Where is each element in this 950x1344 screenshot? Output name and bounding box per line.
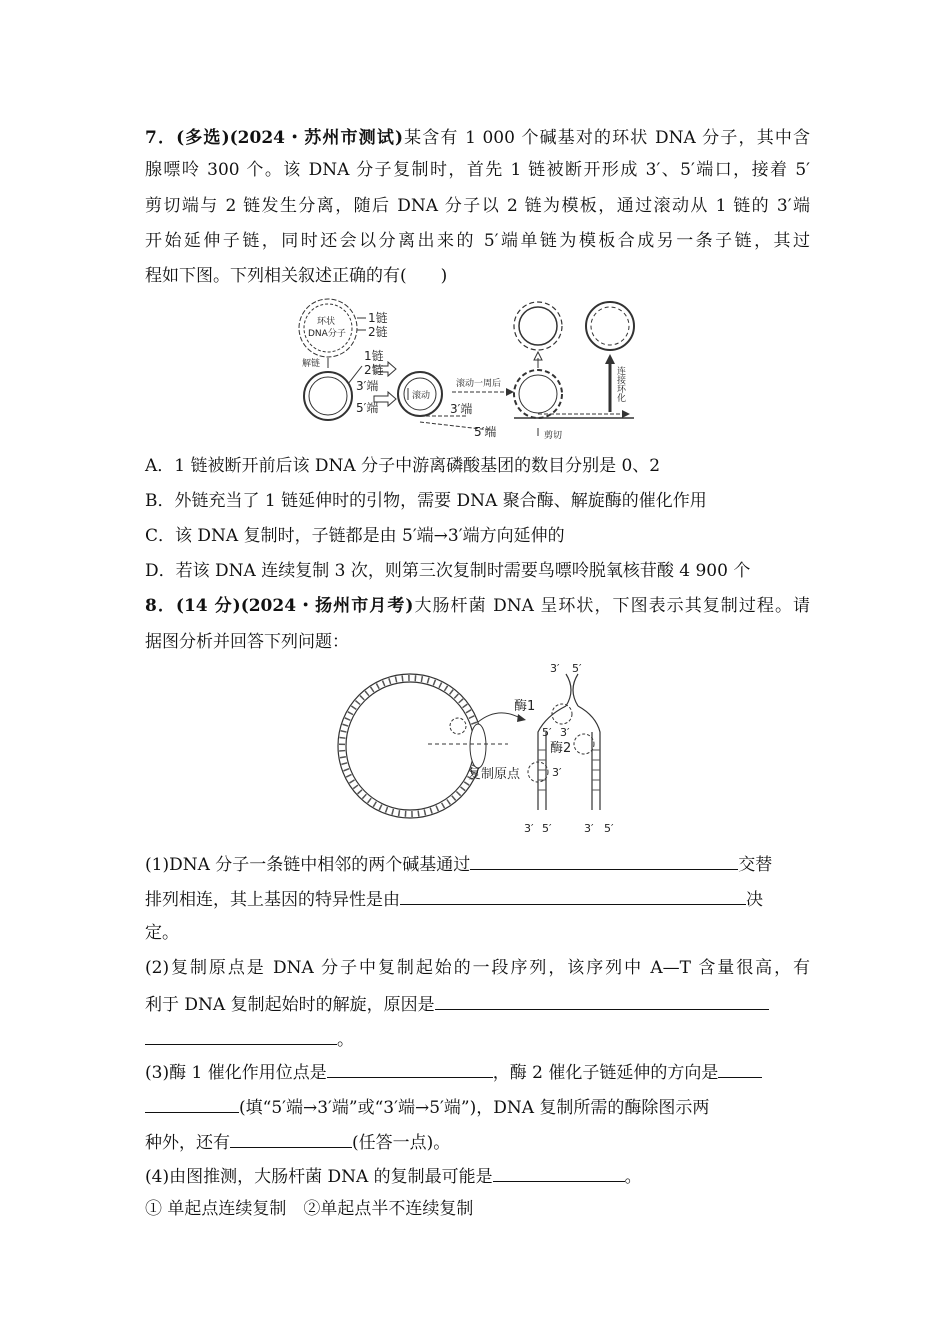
q8-sub3-line2 [145,1094,810,1120]
sub2-text-c: 。 [337,1030,354,1050]
q8-line-1 [145,594,810,618]
q8-sub3-line1 [145,1059,810,1085]
sub2-text-b: 利于 DNA 复制起始时的解旋，原因是 [145,995,435,1015]
q8-sub1-line2 [145,886,810,912]
sub3-text-d: 种外，还有 [145,1133,230,1153]
sub3-text-b: ，酶 2 催化子链延伸的方向是 [492,1063,719,1083]
q7-text: 某含有 1 000 个碱基对的环状 DNA 分子，其中含 [403,128,810,148]
fig1-rolling: 滚动 [412,391,431,401]
fig1-end3-a: 3′端 [356,379,379,393]
fig2-bot-3b: 3′ [584,822,594,835]
fig2-bot-3a: 3′ [524,822,534,835]
ecoli-replication-figure [328,660,628,838]
fig1-label-circle-1: 环状 [317,317,336,327]
answer-blank-4[interactable] [327,1059,493,1078]
q7-option-d [145,559,810,583]
sub3-text-a: (3)酶 1 催化作用位点是 [145,1063,327,1083]
answer-blank-6[interactable] [230,1129,352,1148]
q8-sub3-line3 [145,1129,810,1155]
q8-sub4-line [145,1163,810,1189]
fig1-label-circle-2: DNA分子 [308,329,346,339]
q8-intro: 大肠杆菌 DNA 呈环状，下图表示其复制过程。请 [413,596,810,616]
fig2-top-5: 5′ [572,662,582,675]
q8-sub2-line1: (2)复制原点是 DNA 分子中复制起始的一段序列，该序列中 A—T 含量很高，有 [145,958,810,978]
sub1-text-b: 交替 [738,855,773,875]
q7-line-3: 剪切端与 2 链发生分离，随后 DNA 分子以 2 链为模板，通过滚动从 1 链的 3′端 [145,196,810,216]
fig2-mid-3: 3′ [560,726,570,739]
answer-blank-1[interactable] [470,851,738,870]
answer-blank-5[interactable] [718,1059,762,1078]
fig2-mid-5: 5′ [542,726,552,739]
q7-option-a [145,454,810,478]
option-a-text: 1 链被断开前后该 DNA 分子中游离磷酸基团的数目分别是 0、2 [174,456,661,476]
rolling-circle-figure [290,296,660,444]
q8-source: (2024・扬州市月考) [240,596,414,616]
q7-option-c [145,524,810,548]
option-b-letter: B． [145,491,175,511]
sub3-text-c: (填“5′端→3′端”或“3′端→5′端”)，DNA 复制所需的酶除图示两 [239,1098,710,1118]
fig1-connect: 连接环化 [615,366,625,402]
option-b-text: 外链充当了 1 链延伸时的引物，需要 DNA 聚合酶、解旋酶的催化作用 [174,491,707,511]
q8-choices: ① 单起点连续复制 ②单起点半不连续复制 [145,1199,474,1219]
q7-line-1 [145,126,810,150]
option-c-text: 该 DNA 复制时，子链都是由 5′端→3′端方向延伸的 [175,526,565,546]
sub4-text: (4)由图推测，大肠杆菌 DNA 的复制最可能是 [145,1167,493,1187]
q7-tag: (多选) [176,128,230,148]
q7-line-4: 开始延伸子链，同时还会以分离出来的 5′端单链为模板合成另一条子链，其过 [145,231,810,251]
answer-blank-3-cont[interactable] [145,1026,337,1045]
sub3-text-e: (任答一点)。 [352,1133,451,1153]
fig1-chain2-mid: 2链 [364,363,384,377]
fig1-end5-a: 5′端 [356,401,379,415]
fig1-chain1-mid: 1链 [364,349,384,363]
option-d-text: 若该 DNA 连续复制 3 次，则第三次复制时需要鸟嘌呤脱氧核苷酸 4 900 个 [175,561,751,581]
q7-line-2: 腺嘌呤 300 个。该 DNA 分子复制时，首先 1 链被断开形成 3′、5′端口，接着 5′ [145,160,810,180]
option-d-letter: D． [145,561,176,581]
q8-sub2-line3 [145,1026,810,1052]
answer-blank-3[interactable] [435,991,769,1010]
q7-line-5: 程如下图。下列相关叙述正确的有( ) [145,266,448,286]
circular-dna-beads [299,299,357,357]
q7-number: 7． [145,128,177,148]
q8-sub2-line2 [145,991,810,1017]
q8-sub1-line3: 定。 [145,923,179,943]
fig1-chain2-top: 2链 [368,325,388,339]
fig2-lower-3: 3′ [552,766,562,779]
fig1-cut: 剪切 [544,431,563,441]
q7-source: (2024・苏州市测试) [229,128,403,148]
answer-blank-5-cont[interactable] [145,1094,239,1113]
q8-score: (14 分) [175,596,241,616]
sub1-text-a: (1)DNA 分子一条链中相邻的两个碱基通过 [145,855,471,875]
fig1-end3-b: 3′端 [450,402,473,416]
q7-option-b [145,489,810,513]
fig2-bot-5b: 5′ [604,822,614,835]
fig2-enzyme2: 酶2 [550,741,572,756]
fig1-after-roll: 滚动一周后 [456,379,502,389]
option-c-letter: C． [145,526,176,546]
q8-number: 8． [145,596,176,616]
sub4-end: 。 [624,1167,642,1187]
q8-line-2: 据图分析并回答下列问题： [145,632,349,652]
answer-blank-2[interactable] [400,886,746,905]
fig2-enzyme1: 酶1 [514,699,536,714]
sub1-text-c: 排列相连，其上基因的特异性是由 [145,890,400,910]
sub1-text-d: 决 [746,890,763,910]
q8-sub1-line1 [145,851,810,877]
answer-blank-7[interactable] [493,1163,625,1182]
fig2-bot-5a: 5′ [542,822,552,835]
fig2-top-3: 3′ [550,662,560,675]
fig1-end5-b: 5′端 [474,425,497,439]
fig1-chain1-top: 1链 [368,311,388,325]
fig1-unwind: 解链 [302,359,321,369]
fig2-origin: 复制原点 [468,767,521,782]
option-a-letter: A． [145,456,175,476]
